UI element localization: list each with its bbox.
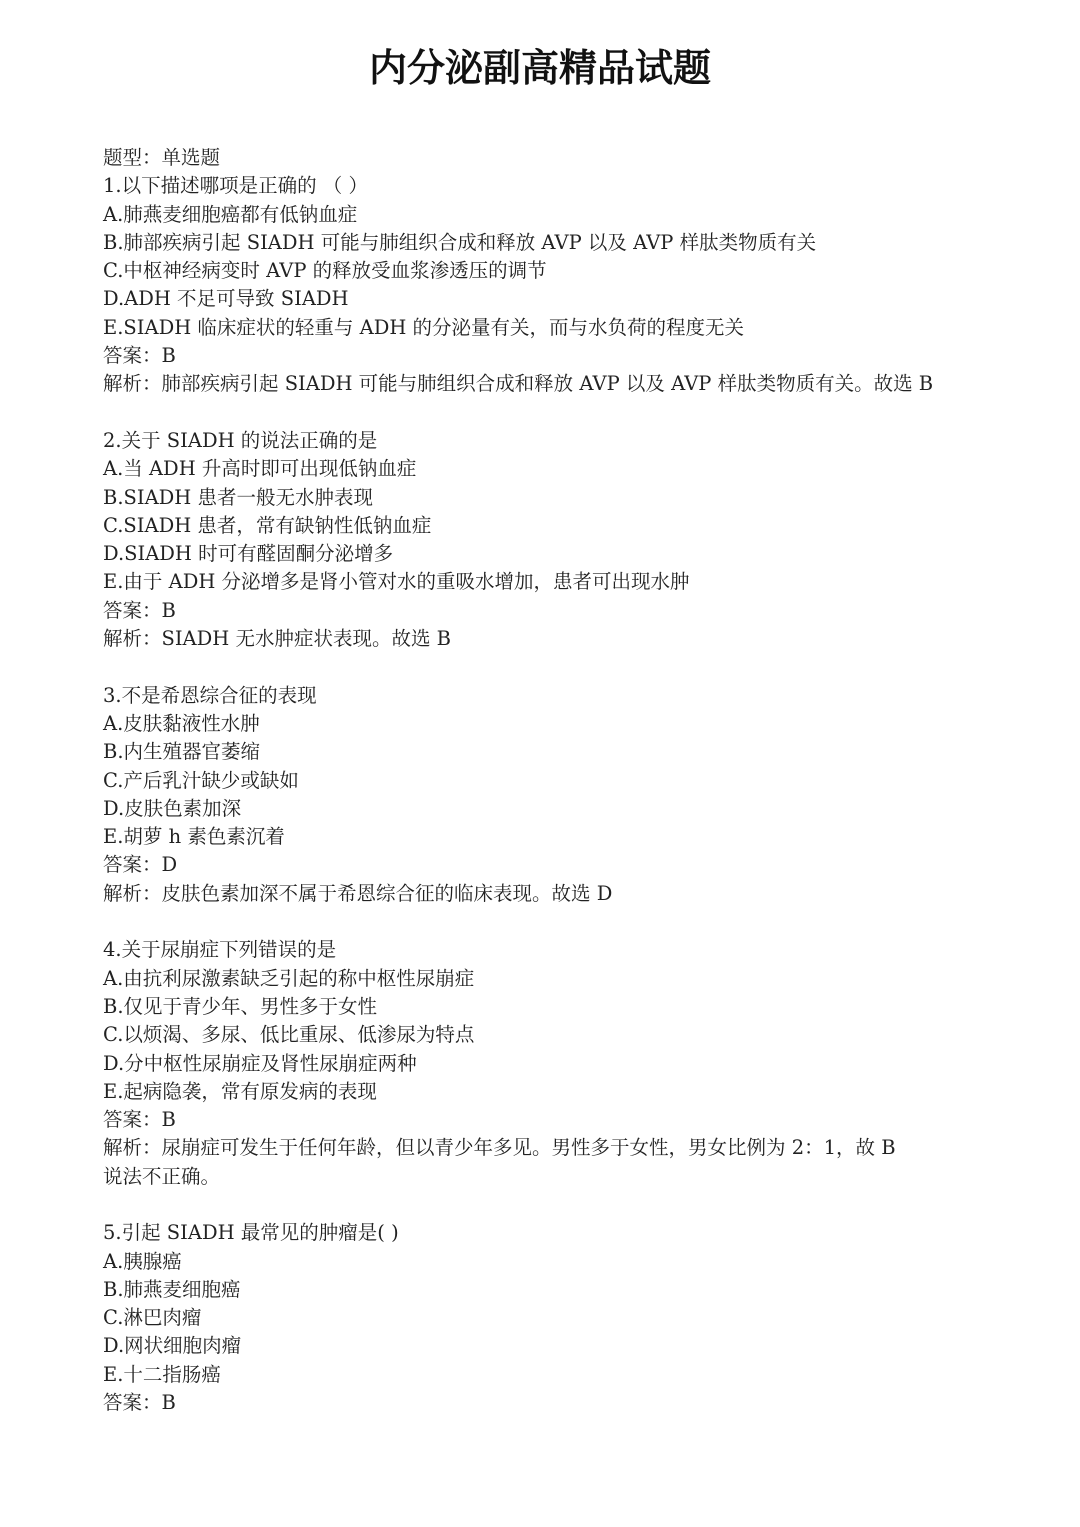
answer-option: A.皮肤黏液性水肿 (103, 711, 260, 735)
answer-option: A.胰腺癌 (103, 1249, 182, 1273)
answer-option: D.网状细胞肉瘤 (103, 1334, 242, 1358)
answer-option: C.中枢神经病变时 AVP 的释放受血浆渗透压的调节 (103, 259, 547, 283)
question-separator (103, 1191, 983, 1219)
answer-option: D.分中枢性尿崩症及肾性尿崩症两种 (103, 1051, 417, 1075)
answer-option: A.当 ADH 升高时即可出现低钠血症 (103, 457, 417, 481)
explanation-line: 解析：肺部疾病引起 SIADH 可能与肺组织合成和释放 AVP 以及 AVP 样肽类物质有关。故选 B (103, 372, 934, 396)
question-stem: 1.以下描述哪项是正确的 （ ） (103, 174, 369, 198)
question-list (103, 144, 983, 1417)
question-block (103, 427, 983, 682)
answer-line: 答案：D (103, 853, 178, 877)
question-type-label: 题型：单选题 (103, 146, 221, 169)
question-block (103, 172, 983, 427)
answer-line: 答案：B (103, 1108, 176, 1132)
answer-option: E.由于 ADH 分泌增多是肾小管对水的重吸水增加，患者可出现水肿 (103, 570, 690, 594)
answer-line: 答案：B (103, 1391, 176, 1415)
question-stem: 3.不是希恩综合征的表现 (103, 683, 317, 707)
explanation-line: 解析：SIADH 无水肿症状表现。故选 B (103, 627, 452, 651)
answer-option: B.仅见于青少年、男性多于女性 (103, 994, 378, 1018)
question-separator (103, 399, 983, 427)
answer-option: B.肺燕麦细胞癌 (103, 1277, 241, 1301)
question-separator (103, 908, 983, 936)
answer-option: B.内生殖器官萎缩 (103, 740, 261, 764)
answer-option: E.SIADH 临床症状的轻重与 ADH 的分泌量有关，而与水负荷的程度无关 (103, 315, 745, 339)
question-stem: 4.关于尿崩症下列错误的是 (103, 938, 337, 962)
answer-option: E.起病隐袭，常有原发病的表现 (103, 1079, 377, 1103)
answer-option: D.ADH 不足可导致 SIADH (103, 287, 349, 311)
question-block (103, 682, 983, 937)
question-separator (103, 653, 983, 681)
answer-option: D.SIADH 时可有醛固酮分泌增多 (103, 542, 394, 566)
answer-option: B.SIADH 患者一般无水肿表现 (103, 485, 374, 509)
answer-option: C.产后乳汁缺少或缺如 (103, 768, 299, 792)
question-stem: 5.引起 SIADH 最常见的肿瘤是( ) (103, 1221, 399, 1245)
explanation-line: 解析：尿崩症可发生于任何年龄，但以青少年多见。男性多于女性，男女比例为 2：1，故 B (103, 1136, 896, 1160)
answer-option: E.十二指肠癌 (103, 1362, 221, 1386)
question-stem: 2.关于 SIADH 的说法正确的是 (103, 428, 378, 452)
answer-option: C.淋巴肉瘤 (103, 1306, 202, 1330)
answer-option: B.肺部疾病引起 SIADH 可能与肺组织合成和释放 AVP 以及 AVP 样肽类物质有关 (103, 230, 817, 254)
answer-line: 答案：B (103, 598, 176, 622)
explanation-line: 解析：皮肤色素加深不属于希恩综合征的临床表现。故选 D (103, 881, 613, 905)
question-block (103, 936, 983, 1219)
question-block (103, 1219, 983, 1417)
answer-option: A.肺燕麦细胞癌都有低钠血症 (103, 202, 358, 226)
document-title: 内分泌副高精品试题 (368, 46, 711, 90)
answer-option: E.胡萝 h 素色素沉着 (103, 825, 285, 849)
answer-option: A.由抗利尿激素缺乏引起的称中枢性尿崩症 (103, 966, 475, 990)
answer-option: D.皮肤色素加深 (103, 796, 242, 820)
answer-option: C.以烦渴、多尿、低比重尿、低渗尿为特点 (103, 1023, 475, 1047)
explanation-line: 说法不正确。 (103, 1164, 221, 1188)
answer-line: 答案：B (103, 344, 176, 368)
answer-option: C.SIADH 患者，常有缺钠性低钠血症 (103, 513, 432, 537)
